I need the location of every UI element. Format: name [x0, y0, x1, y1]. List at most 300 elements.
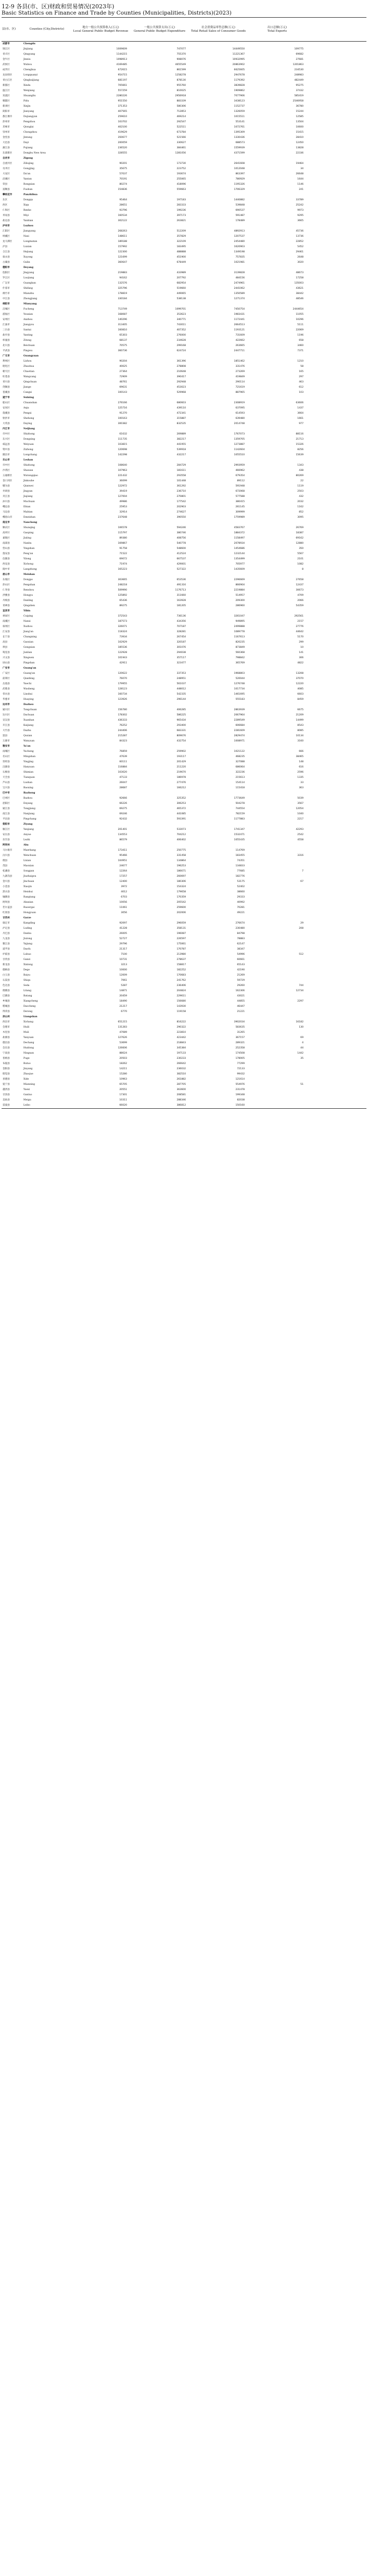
empty-cell	[307, 968, 366, 973]
empty-cell	[307, 302, 366, 307]
exports-value: 512	[299, 953, 303, 956]
revenue-value: 41228	[119, 927, 127, 930]
revenue-value: 713749	[118, 308, 127, 311]
county-name-cn: 隆昌市	[3, 454, 10, 456]
exports-value: 103	[299, 391, 303, 394]
table-row	[2, 73, 366, 78]
revenue-value: 66020	[71, 1103, 130, 1109]
retail-value: 1273887	[234, 443, 245, 446]
county-name-cn: 昭觉县	[3, 1073, 10, 1075]
group-name-en: Zigong	[23, 157, 33, 160]
expenditure-value: 213980	[176, 953, 186, 956]
exports-value: 13208	[296, 672, 303, 675]
expenditure-value: 406402	[176, 839, 186, 841]
county-name-en: Gaoxian	[23, 641, 33, 644]
county-name-en: Lixian	[23, 860, 31, 862]
county-name-cn: 达川区	[3, 714, 10, 716]
county-name-cn: 珙县	[3, 646, 8, 649]
revenue-value: 268263	[118, 230, 127, 233]
retail-value: 29260	[237, 984, 245, 987]
county-name-en: Pingwu	[23, 350, 33, 352]
county-name-cn: 崇州市	[3, 131, 10, 134]
empty-cell	[307, 57, 366, 62]
county-name-cn: 黑水县	[3, 891, 10, 893]
table-row	[2, 1046, 366, 1051]
empty-cell	[130, 916, 189, 921]
exports-value: 5170	[297, 636, 303, 638]
empty-cell	[189, 520, 248, 526]
expenditure-value: 361292	[176, 485, 186, 488]
expenditure-value: 299168	[176, 344, 186, 347]
county-en-header: Counties (City,Districts)	[22, 18, 71, 42]
table-row	[2, 552, 366, 557]
expenditure-value: 586225	[176, 714, 186, 716]
revenue-value: 103020	[118, 771, 127, 774]
retail-value: 78883	[237, 938, 245, 940]
revenue-value: 68137	[119, 339, 127, 342]
retail-value: 820235	[235, 641, 245, 644]
county-name-cn: 青羊区	[3, 53, 10, 56]
table-title-cn: 12-9 各县(市、区)财政和贸易情况(2023年)	[2, 3, 115, 10]
county-name-en: Leibo	[22, 1103, 71, 1109]
county-name-cn: 汶川县	[3, 854, 10, 857]
empty-cell	[189, 744, 248, 749]
county-name-en: Meigu	[23, 1099, 31, 1101]
retail-value: 1055435	[234, 839, 245, 841]
table-row	[2, 135, 366, 140]
revenue-value: 72909	[119, 376, 127, 378]
county-name-en: Qionglai	[23, 126, 34, 129]
revenue-value: 76252	[119, 724, 127, 727]
table-row	[2, 437, 366, 442]
exports-value: 1661	[297, 417, 303, 420]
revenue-value: 6770	[121, 1010, 127, 1013]
revenue-value: 69072	[119, 558, 127, 560]
empty-cell	[307, 947, 366, 952]
county-name-en: Jiange	[23, 386, 31, 389]
expenditure-value: 170359	[176, 896, 186, 899]
revenue-value: 101943	[118, 657, 127, 659]
county-name-cn: 高坪区	[3, 532, 10, 534]
county-name-cn: 新龙县	[3, 964, 10, 966]
county-name-en: Lushan	[23, 781, 33, 784]
group-name-cn: 宜宾市	[3, 610, 10, 612]
empty-cell	[307, 796, 366, 801]
revenue-value: 407565	[118, 110, 127, 113]
empty-cell	[307, 83, 366, 88]
expenditure-value: 250775	[176, 849, 186, 852]
county-name-en: Hanyuan	[23, 766, 34, 768]
revenue-value: 169867	[118, 542, 127, 545]
expenditure-value: 259600	[176, 906, 186, 909]
revenue-value: 102929	[118, 641, 127, 644]
empty-cell	[307, 151, 366, 156]
empty-cell	[248, 224, 307, 229]
revenue-value: 165223	[118, 568, 127, 571]
empty-cell	[307, 203, 366, 208]
group-row	[2, 156, 366, 161]
empty-cell	[307, 291, 366, 297]
expenditure-value: 878130	[176, 79, 186, 82]
table-row	[2, 895, 366, 900]
expenditure-value: 199236	[176, 209, 186, 212]
retail-value: 555183	[235, 698, 245, 701]
table-row	[2, 213, 366, 219]
expenditure-value: 270801	[176, 495, 186, 498]
expenditure-value: 429001	[176, 563, 186, 566]
county-name-en: Abaxian	[23, 901, 33, 904]
county-name-cn: 东坡区	[3, 579, 10, 581]
group-row	[2, 354, 366, 359]
exports-value	[248, 911, 307, 916]
retail-value: 1759989	[234, 516, 245, 519]
revenue-value: 11061	[119, 906, 127, 909]
empty-cell	[307, 791, 366, 796]
table-row	[2, 307, 366, 312]
empty-cell	[130, 193, 189, 198]
county-name-en: Yuexi	[23, 1088, 30, 1091]
empty-cell	[307, 286, 366, 291]
revenue-value: 65303	[119, 334, 127, 337]
revenue-value: 187573	[118, 620, 127, 623]
empty-cell	[307, 905, 366, 911]
retail-value: 1177883	[234, 818, 245, 821]
empty-cell	[248, 265, 307, 271]
empty-cell	[248, 843, 307, 848]
county-name-en: Xindu	[23, 84, 31, 87]
empty-cell	[307, 541, 366, 546]
empty-cell	[307, 114, 366, 120]
table-row	[2, 78, 366, 83]
expenditure-value: 296059	[176, 922, 186, 925]
expenditure-value: 292948	[176, 381, 186, 383]
revenue-header-cn: 地方一般公共预算收入(万元)	[82, 25, 119, 29]
empty-cell	[307, 635, 366, 640]
empty-cell	[307, 588, 366, 593]
retail-value: 84798	[237, 932, 245, 935]
exports-value: 2503	[297, 490, 303, 493]
empty-cell	[307, 276, 366, 281]
empty-cell	[307, 484, 366, 489]
empty-cell	[307, 624, 366, 630]
exports-header-en: Total Exports	[267, 29, 287, 33]
empty-cell	[307, 479, 366, 484]
revenue-value: 103815	[118, 443, 127, 446]
empty-cell	[307, 62, 366, 68]
county-name-en: Luding	[23, 927, 32, 930]
county-name-cn: 温江区	[3, 89, 10, 92]
expenditure-value: 390550	[176, 516, 186, 519]
county-name-en: Qingchuan	[23, 381, 37, 383]
empty-cell	[307, 853, 366, 858]
retail-header-cn: 社会消费品零售总额(万元)	[201, 25, 235, 29]
retail-value: 60661	[237, 958, 245, 961]
county-name-cn: 蒲江县	[3, 147, 10, 149]
expenditure-value: 653536	[176, 579, 186, 581]
empty-cell	[307, 895, 366, 900]
table-row	[2, 765, 366, 770]
expenditure-value: 325352	[176, 797, 186, 800]
county-name-en: Wutongqiao	[23, 475, 38, 477]
empty-cell	[307, 848, 366, 853]
county-name-cn: 市中区	[3, 464, 10, 467]
county-name-cn: 青白江区	[3, 79, 12, 82]
retail-value: 178005	[235, 1057, 245, 1060]
empty-cell	[130, 395, 189, 401]
exports-value: 2157	[297, 620, 303, 623]
empty-cell	[307, 1082, 366, 1087]
empty-cell	[307, 1030, 366, 1035]
expenditure-value: 186671	[176, 870, 186, 873]
retail-value: 1983431	[234, 313, 245, 316]
revenue-value: 157992	[118, 246, 127, 248]
exports-value	[248, 978, 307, 983]
county-name-cn: 华蓥市	[3, 698, 10, 701]
exports-value: 25242	[296, 204, 303, 207]
county-name-cn: 沿滩区	[3, 178, 10, 181]
county-name-cn: 蓬安县	[3, 553, 10, 555]
table-row	[2, 421, 366, 427]
empty-cell	[307, 104, 366, 109]
county-name-en: Huaying	[23, 698, 34, 701]
revenue-value: 28687	[119, 787, 127, 789]
exports-value: 37432	[296, 89, 303, 92]
retail-value: 231478	[235, 1088, 245, 1091]
retail-value: 43021	[237, 995, 245, 997]
county-name-cn: 南部县	[3, 542, 10, 545]
retail-value: 367157	[235, 1036, 245, 1039]
county-name-cn: 东兴区	[3, 438, 10, 441]
table-row	[2, 723, 366, 728]
county-name-en: Anju	[23, 407, 29, 409]
retail-value: 1207537	[234, 235, 245, 238]
revenue-value: 371353	[118, 105, 127, 108]
county-name-cn: 游仙区	[3, 313, 10, 316]
retail-value: 1021122	[234, 750, 245, 753]
table-row	[2, 515, 366, 520]
exports-value: 135003	[294, 282, 303, 285]
table-row	[2, 390, 366, 395]
table-row	[2, 166, 366, 172]
table-row	[2, 229, 366, 234]
county-name-cn: 宁南县	[3, 1052, 10, 1055]
table-row	[2, 1035, 366, 1041]
empty-cell	[307, 99, 366, 104]
retail-value: 798842	[235, 657, 245, 659]
revenue-value: 259610	[118, 116, 127, 118]
expenditure-value: 196253	[176, 865, 186, 867]
county-name-cn: 峨眉山市	[3, 516, 12, 519]
county-name-en: Jintang	[23, 136, 32, 139]
empty-cell	[307, 312, 366, 317]
exports-value: 3020	[297, 261, 303, 264]
county-name-en: Jinjiang	[23, 48, 33, 50]
county-name-cn: 壤塘县	[3, 896, 10, 899]
empty-cell	[307, 208, 366, 213]
retail-value: 2664513	[234, 324, 245, 326]
county-name-cn: 锦江区	[3, 48, 10, 50]
expenditure-value: 236710	[176, 490, 186, 493]
table-row	[2, 864, 366, 869]
group-row	[2, 427, 366, 432]
retail-value: 606684	[235, 724, 245, 727]
expenditure-value: 201429	[176, 761, 186, 763]
county-name-cn: 蓬溪县	[3, 412, 10, 415]
exports-value: 10134	[296, 735, 303, 737]
table-row	[2, 838, 366, 843]
empty-cell	[307, 697, 366, 702]
retail-value: 230480	[235, 927, 245, 930]
empty-cell	[307, 614, 366, 619]
empty-cell	[307, 583, 366, 588]
expenditure-value: 196087	[176, 932, 186, 935]
empty-cell	[307, 546, 366, 552]
exports-value: 4822	[297, 662, 303, 664]
revenue-value: 73934	[119, 636, 127, 638]
empty-cell	[307, 656, 366, 661]
county-name-en: Muchuan	[23, 501, 35, 503]
expenditure-value: 883339	[176, 100, 186, 102]
expenditure-value: 673784	[176, 131, 186, 134]
exports-value: 1210	[297, 360, 303, 363]
county-name-cn: 什邡市	[3, 287, 10, 290]
expenditure-value: 736136	[176, 615, 186, 618]
expenditure-header	[130, 18, 189, 42]
table-row	[2, 88, 366, 94]
retail-value: 54996	[237, 953, 245, 956]
empty-cell	[307, 229, 366, 234]
expenditure-value: 559663	[176, 188, 186, 191]
county-name-en: Guang'an	[23, 672, 35, 675]
empty-cell	[307, 401, 366, 406]
county-name-en: Fucheng	[23, 308, 34, 311]
county-name-en: Dayi	[23, 142, 29, 144]
empty-cell	[307, 832, 366, 838]
retail-value: 1326059	[234, 110, 245, 113]
county-name-en: Mianzhu	[23, 292, 34, 295]
revenue-value: 3213	[121, 964, 127, 966]
county-name-en: Zitong	[23, 339, 32, 342]
table-row	[2, 172, 366, 177]
county-name-cn: 雷波县	[2, 1103, 22, 1109]
empty-cell	[307, 161, 366, 166]
retail-value: 53175	[237, 880, 245, 883]
county-name-en: Nanjiang	[23, 813, 35, 815]
expenditure-value: 186978	[176, 776, 186, 779]
county-name-cn: 船山区	[3, 402, 10, 404]
table-row	[2, 786, 366, 791]
exports-value	[248, 937, 307, 942]
exports-value: 3095	[297, 516, 303, 519]
retail-value: 2499888	[234, 625, 245, 628]
empty-cell	[307, 198, 366, 203]
table-row	[2, 593, 366, 598]
expenditure-value: 382510	[176, 1073, 186, 1075]
empty-cell	[248, 1015, 307, 1020]
retail-value: 154114	[235, 781, 245, 784]
county-name-cn: 丹棱县	[3, 599, 10, 602]
expenditure-value: 278808	[176, 365, 186, 368]
retail-value: 484156	[235, 277, 245, 279]
empty-cell	[189, 427, 248, 432]
exports-value: 26769	[296, 527, 303, 529]
county-name-cn: 叙州区	[3, 625, 10, 628]
empty-cell	[130, 702, 189, 708]
county-name-cn: 富顺县	[3, 188, 10, 191]
empty-cell	[307, 68, 366, 73]
county-name-en: Hongyuan	[23, 912, 36, 914]
county-name-en: Pingchang	[23, 818, 36, 821]
table-row	[2, 83, 366, 88]
retail-value: 42190	[237, 969, 245, 971]
exports-value: 14499	[296, 719, 303, 722]
table-row	[2, 708, 366, 713]
revenue-value: 60111	[119, 761, 127, 763]
exports-value: 8459	[297, 698, 303, 701]
county-name-en: Dongpo	[23, 579, 33, 581]
group-name-cn: 成都市	[3, 43, 10, 45]
exports-value: 3160	[297, 740, 303, 742]
exports-value: 1146	[297, 183, 303, 186]
table-row	[2, 411, 366, 416]
county-name-cn: 通川区	[3, 709, 10, 711]
empty-cell	[307, 780, 366, 786]
revenue-value: 104951	[118, 860, 127, 862]
empty-cell	[307, 754, 366, 760]
revenue-value: 20503	[119, 1057, 127, 1060]
revenue-header-en: Local General Public Budget Revenue	[73, 29, 129, 33]
table-row	[2, 734, 366, 739]
group-name-cn: 自贡市	[3, 157, 10, 160]
expenditure-value: 538138	[176, 298, 186, 300]
revenue-value: 20551	[119, 1088, 127, 1091]
expenditure-value: 465372	[176, 808, 186, 810]
county-name-cn: 邛崃市	[3, 126, 10, 129]
empty-cell	[307, 317, 366, 323]
county-name-cn: 犍为县	[3, 485, 10, 488]
exports-value: 12220	[296, 683, 303, 685]
retail-value: 1012048	[234, 168, 245, 170]
expenditure-value: 423442	[176, 1036, 186, 1039]
county-name-en: Baoxing	[23, 787, 33, 789]
empty-cell	[189, 822, 248, 827]
county-name-en: Nanbu	[23, 542, 32, 545]
expenditure-value: 260697	[176, 875, 186, 878]
county-name-cn: 泸定县	[3, 927, 10, 930]
empty-cell	[307, 942, 366, 947]
county-name-en: Gongxian	[23, 646, 35, 649]
empty-cell	[307, 510, 366, 515]
table-row	[2, 812, 366, 817]
empty-cell	[130, 156, 189, 161]
empty-cell	[307, 307, 366, 312]
revenue-value: 236520	[118, 147, 127, 149]
county-name-cn: 射洪市	[3, 417, 10, 420]
expenditure-value: 408756	[176, 537, 186, 540]
county-name-cn: 平昌县	[3, 818, 10, 821]
expenditure-value: 810025	[176, 89, 186, 92]
expenditure-value: 296144	[176, 698, 186, 701]
county-name-en: Ruoergai	[23, 906, 35, 909]
expenditure-value: 211220	[176, 766, 186, 768]
expenditure-value: 361396	[176, 360, 186, 363]
county-name-en: Mingshan	[23, 755, 36, 758]
empty-cell	[307, 359, 366, 364]
revenue-value: 372543	[118, 615, 127, 618]
empty-cell	[307, 593, 366, 598]
retail-value: 3261047	[234, 615, 245, 618]
county-name-en: Ziliujing	[23, 162, 34, 165]
